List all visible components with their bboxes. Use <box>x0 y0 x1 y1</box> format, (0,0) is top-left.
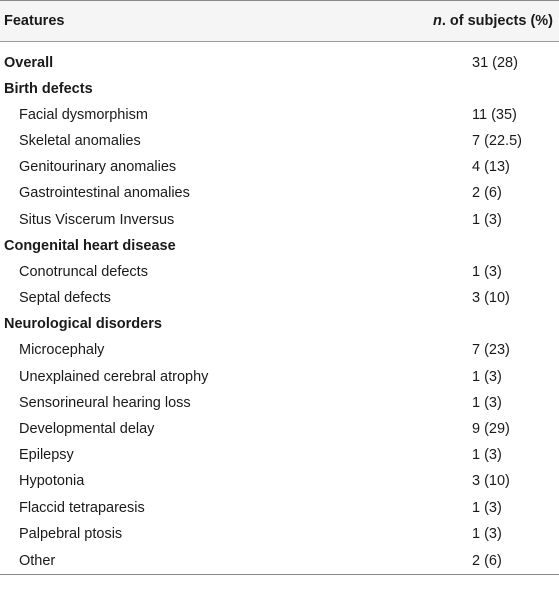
row-label: Gastrointestinal anomalies <box>19 185 190 202</box>
row-value: 4 (13) <box>472 159 510 176</box>
table-row <box>0 468 559 494</box>
section-label: Birth defects <box>4 80 93 97</box>
count-header-italic-n: n <box>432 13 442 29</box>
row-value: 1 (3) <box>472 525 502 542</box>
table-row <box>0 547 559 575</box>
row-label: Sensorineural hearing loss <box>19 394 191 411</box>
row-value: 1 (3) <box>472 499 502 516</box>
table-row <box>0 180 559 206</box>
subjects-count-column-header <box>400 1 559 42</box>
row-value: 3 (10) <box>472 473 510 490</box>
row-label: Genitourinary anomalies <box>19 159 177 176</box>
row-label: Microcephaly <box>19 342 105 359</box>
row-value: 1 (3) <box>472 447 502 464</box>
table-row <box>0 102 559 128</box>
table-row <box>0 128 559 154</box>
row-value: 7 (23) <box>472 342 510 359</box>
row-label: Developmental delay <box>19 421 155 438</box>
row-label: Septal defects <box>19 290 111 307</box>
count-header-rest: . of subjects (%) <box>441 13 553 29</box>
table-row <box>0 285 559 311</box>
table-row <box>0 154 559 180</box>
table-row <box>0 495 559 521</box>
row-value: 3 (10) <box>472 290 510 307</box>
table-row-overall <box>0 42 559 76</box>
row-label: Situs Viscerum Inversus <box>19 211 175 228</box>
row-value: 2 (6) <box>400 547 559 575</box>
row-value: 1 (3) <box>472 394 502 411</box>
row-value <box>400 233 559 259</box>
row-value: 9 (29) <box>472 421 510 438</box>
table-row <box>0 390 559 416</box>
row-value <box>400 76 559 102</box>
features-column-header: Features <box>0 1 400 42</box>
row-value: 2 (6) <box>472 185 502 202</box>
table-header-row <box>0 1 559 42</box>
table-section-neurological-disorders <box>0 311 559 337</box>
row-label: Unexplained cerebral atrophy <box>19 368 209 385</box>
table-row <box>0 442 559 468</box>
row-value <box>400 311 559 337</box>
row-value: 11 (35) <box>472 106 517 123</box>
row-label: Skeletal anomalies <box>19 132 141 149</box>
row-label: Palpebral ptosis <box>19 525 123 542</box>
section-label: Neurological disorders <box>4 316 162 333</box>
row-label: Epilepsy <box>19 447 74 464</box>
row-label: Flaccid tetraparesis <box>19 499 145 516</box>
table-row <box>0 364 559 390</box>
row-value: 7 (22.5) <box>472 132 522 149</box>
row-value: 1 (3) <box>472 211 502 228</box>
row-label: Overall <box>4 54 54 71</box>
row-label: Facial dysmorphism <box>19 106 148 123</box>
row-value: 31 (28) <box>472 54 518 71</box>
row-label: Conotruncal defects <box>19 263 148 280</box>
table-row <box>0 416 559 442</box>
table-section-congenital-heart-disease <box>0 233 559 259</box>
table-row <box>0 259 559 285</box>
row-value: 1 (3) <box>472 263 502 280</box>
table-row <box>0 337 559 363</box>
section-label: Congenital heart disease <box>4 237 176 254</box>
row-value: 1 (3) <box>472 368 502 385</box>
table-row <box>0 206 559 232</box>
table-section-birth-defects <box>0 76 559 102</box>
row-label: Other <box>0 547 400 575</box>
row-label: Hypotonia <box>19 473 85 490</box>
table-row <box>0 521 559 547</box>
